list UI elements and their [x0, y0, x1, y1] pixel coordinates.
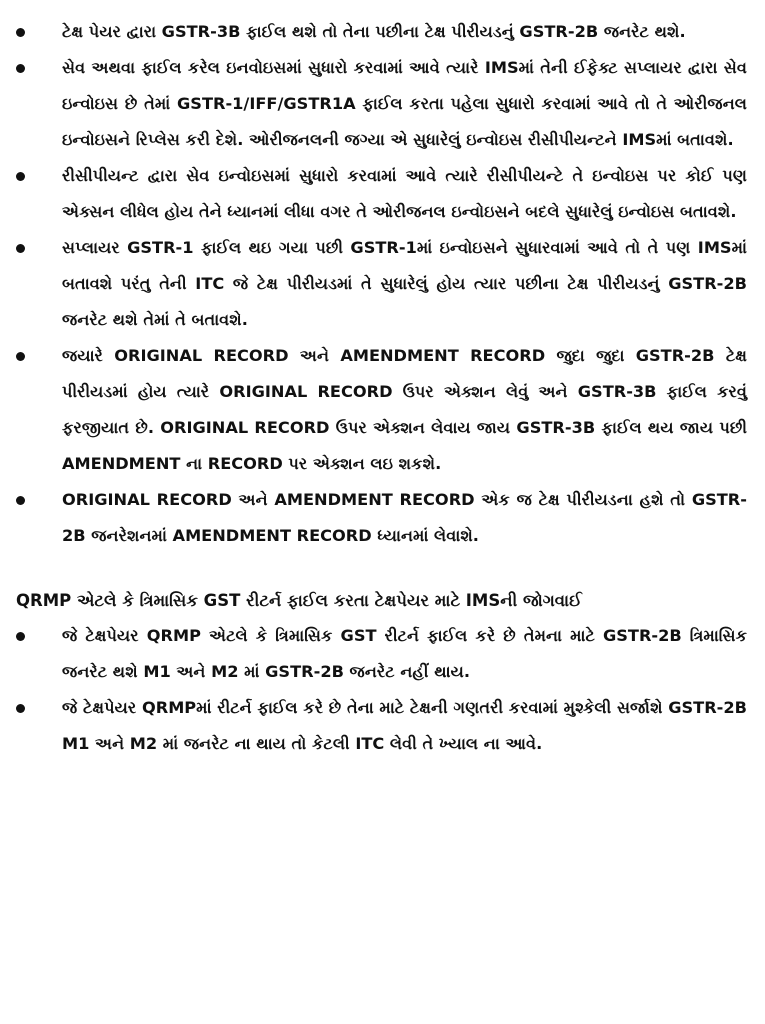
list-item [16, 158, 747, 230]
bullet-icon [16, 496, 25, 505]
list-item [16, 50, 747, 158]
bullet-icon [16, 244, 25, 253]
bullet-icon [16, 64, 25, 73]
bullet-icon [16, 28, 25, 37]
list-item [16, 230, 747, 338]
list-item-text: સપ્લાયર GSTR-1 ફાઈલ થઇ ગયા પછી GSTR-1માં ઇન્વોઇસને સુધારવામાં આવે તો તે પણ IMSમાં બતાવશે પરંતુ તેની ITC જે ટેક્ષ પીરીયડમાં તે સુધારેલું હોય ત્યાર પછીના ટેક્ષ પીરીયડનું GSTR-2B જનરેટ થશે તેમાં તે બતાવશે. [62, 238, 747, 329]
section-heading-qrmp: QRMP એટલે કે ત્રિમાસિક GST રીટર્ન ફાઈલ કરતા ટેક્ષપેયર માટે IMSની જોગવાઈ [16, 591, 582, 610]
list-item [16, 14, 747, 50]
list-item-text: જે ટેક્ષપેયર QRMPમાં રીટર્ન ફાઈલ કરે છે તેના માટે ટેક્ષની ગણતરી કરવામાં મુશ્કેલી સર્જાશે GSTR-2B M1 અને M2 માં જનરેટ ના થાય તો કેટલી ITC લેવી તે ખ્યાલ ના આવે. [62, 698, 747, 753]
bullet-list-ims-rules [16, 14, 747, 554]
list-item-text: જયારે ORIGINAL RECORD અને AMENDMENT RECORD જુદા જુદા GSTR-2B ટેક્ષ પીરીયડમાં હોય ત્યારે ORIGINAL RECORD ઉપર એક્શન લેવું અને GSTR-3B ફાઈલ કરવું ફરજીયાત છે. ORIGINAL RECORD ઉપર એક્શન લેવાય જાય GSTR-3B ફાઈલ થય જાય પછી AMENDMENT ના RECORD પર એક્શન લઇ શકશે. [62, 346, 747, 473]
list-item [16, 690, 747, 762]
list-item-text: જે ટેક્ષપેયર QRMP એટલે કે ત્રિમાસિક GST રીટર્ન ફાઈલ કરે છે તેમના માટે GSTR-2B ત્રિમાસિક જનરેટ થશે M1 અને M2 માં GSTR-2B જનરેટ નહીં થાય. [62, 626, 747, 681]
bullet-icon [16, 352, 25, 361]
bullet-list-qrmp [16, 618, 747, 762]
list-item [16, 482, 747, 554]
bullet-icon [16, 632, 25, 641]
list-item-text: રીસીપીયન્ટ દ્વારા સેવ ઇન્વોઇસમાં સુધારો કરવામાં આવે ત્યારે રીસીપીયન્ટે તે ઇન્વોઇસ પર કોઈ પણ એક્સન લીધેલ હોય તેને ધ્યાનમાં લીધા વગર તે ઓરીજનલ ઇન્વોઇસને બદલે સુધારેલું ઇન્વોઇસ બતાવશે. [62, 166, 747, 221]
list-item [16, 618, 747, 690]
list-item-text: સેવ અથવા ફાઈલ કરેલ ઇનવોઇસમાં સુધારો કરવામાં આવે ત્યારે IMSમાં તેની ઈફેક્ટ સપ્લાયર દ્વારા સેવ ઇન્વોઇસ છે તેમાં GSTR-1/IFF/GSTR1A ફાઈલ કરતા પહેલા સુધારો કરવામાં આવે તો તે ઓરીજનલ ઇન્વોઇસને રિપ્લેસ કરી દેશે. ઓરીજનલની જગ્યા એ સુધારેલું ઇન્વોઇસ રીસીપીયન્ટને IMSમાં બતાવશે. [62, 58, 747, 149]
list-item [16, 338, 747, 482]
bullet-icon [16, 704, 25, 713]
list-item-text: ટેક્ષ પેયર દ્વારા GSTR-3B ફાઈલ થશે તો તેના પછીના ટેક્ષ પીરીયડનું GSTR-2B જનરેટ થશે. [62, 22, 686, 41]
list-item-text: ORIGINAL RECORD અને AMENDMENT RECORD એક જ ટેક્ષ પીરીયડના હશે તો GSTR-2B જનરેશનમાં AMENDMENT RECORD ધ્યાનમાં લેવાશે. [62, 490, 747, 545]
bullet-icon [16, 172, 25, 181]
